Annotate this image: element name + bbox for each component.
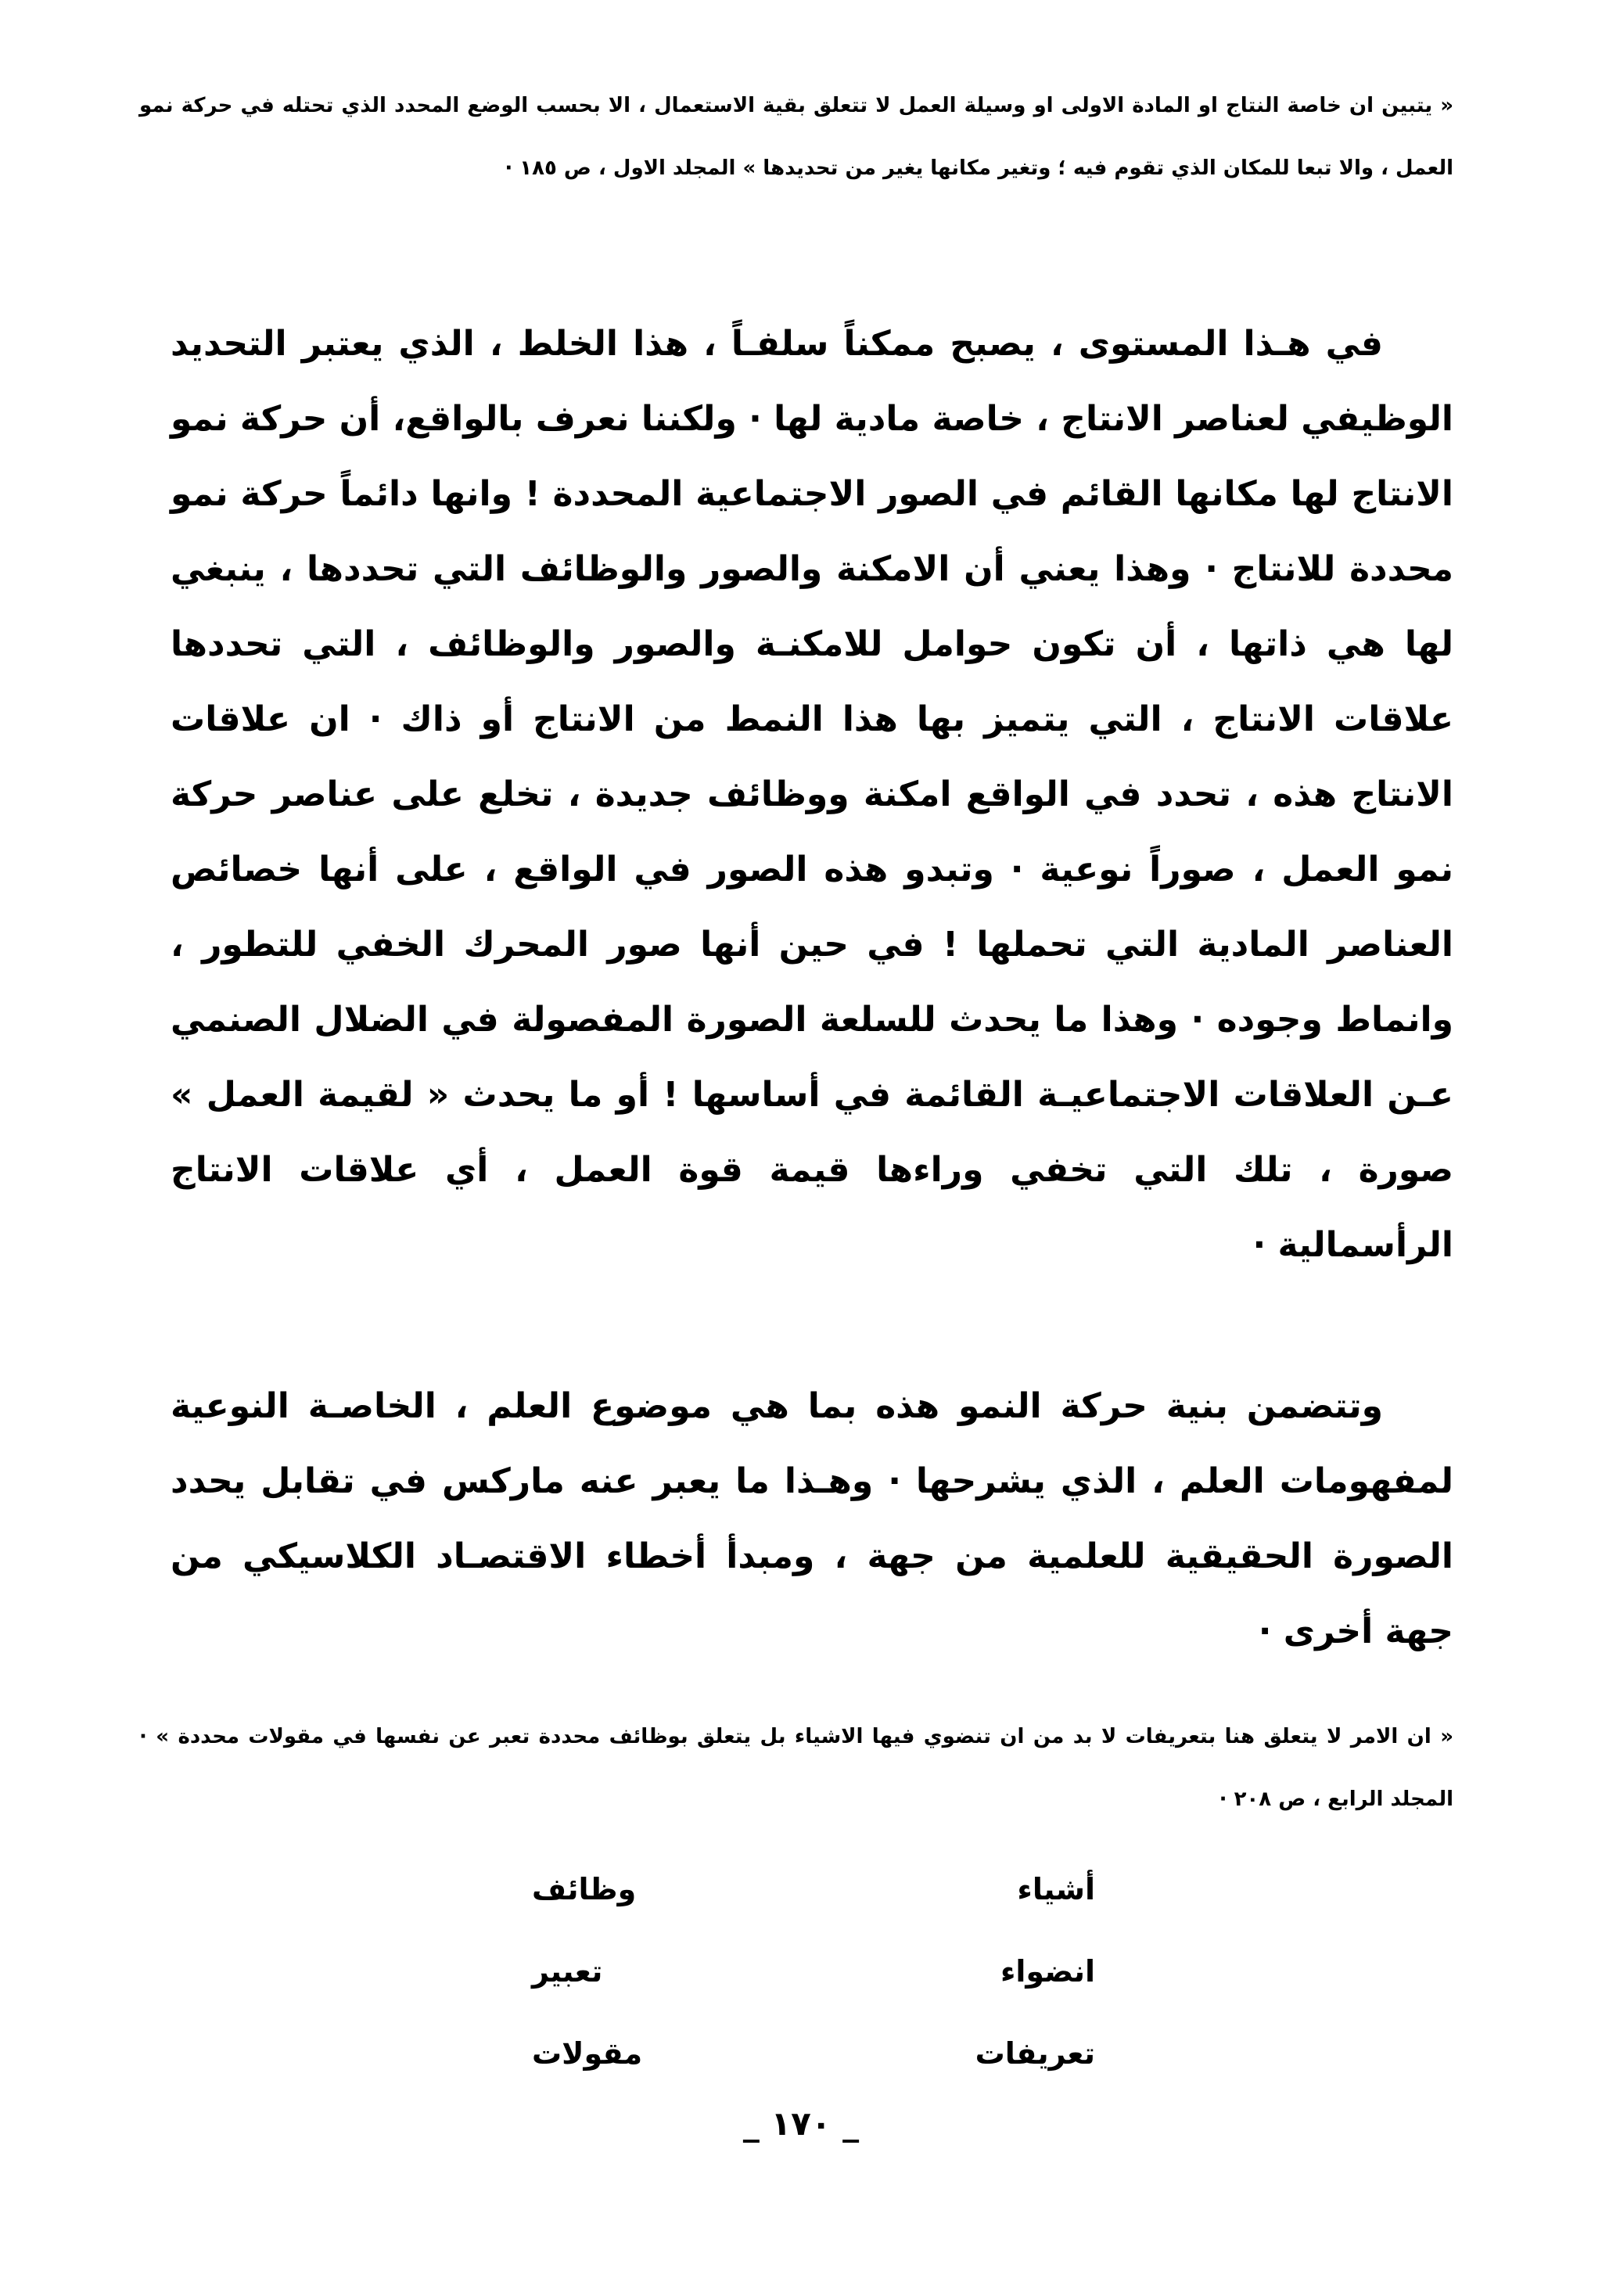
body-paragraph-2: وتتضمن بنية حركة النمو هذه بما هي موضوع العلم ، الخاصـة النوعية لمفهومات العلم ، الذي يشرحها · وهـذا ما يعبر عنه ماركس في تقابل يحدد الصورة الحقيقية للعلمية من جهة ، ومبدأ أخطاء الاقتصـاد الكلاسيكي من جهة أخرى · <box>171 1386 1453 1651</box>
term-left: تعبير <box>532 1954 603 1989</box>
footnote-quote-top: « يتبين ان خاصة النتاج او المادة الاولى او وسيلة العمل لا تتعلق بقية الاستعمال ، الا بحسب الوضع المحدد الذي تحتله في حركة نمو العمل ، والا تبعا للمكان الذي تقوم فيه ؛ وتغير مكانها يغير من تحديدها » المجلد الاول ، ص ١٨٥ · <box>139 94 1453 180</box>
body-paragraph-1: في هـذا المستوى ، يصبح ممكناً سلفـاً ، هذا الخلط ، الذي يعتبر التحديد الوظيفي لعناصر الانتاج ، خاصة مادية لها · ولكننا نعرف بالواقع، أن حركة نمو الانتاج لها مكانها القائم في الصور الاجتماعية المحددة ! وانها دائماً حركة نمو محددة للانتاج · وهذا يعني أن الامكنة والصور والوظائف التي تحددها ، ينبغي لها هي ذاتها ، أن تكون حوامل للامكنـة والصور والوظائف ، التي تحددها علاقات الانتاج ، التي يتميز بها هذا النمط من الانتاج أو ذاك · ان علاقات الانتاج هذه ، تحدد في الواقع امكنة ووظائف جديدة ، تخلع على عناصر حركة نمو العمل ، صوراً نوعية · وتبدو هذه الصور في الواقع ، على أنها خصائص العناصر المادية التي تحملها ! في حين أنها صور المحرك الخفي للتطور ، وانماط وجوده · وهذا ما يحدث للسلعة الصورة المفصولة في الضلال الصنمي عـن العلاقات الاجتماعيـة القائمة في أساسها ! أو ما يحدث « لقيمة العمل » صورة ، تلك التي تخفي وراءها قيمة قوة العمل ، أي علاقات الانتاج الرأسمالية · <box>171 324 1453 1265</box>
term-left: وظائف <box>532 1872 637 1906</box>
term-right: انضواء <box>1000 1954 1095 1989</box>
term-right: أشياء <box>1017 1872 1095 1906</box>
terms-row <box>532 2022 1095 2104</box>
terms-table <box>532 1858 1095 2108</box>
term-left: مقولات <box>532 2036 643 2071</box>
term-right: تعريفات <box>975 2036 1095 2071</box>
terms-row <box>532 1858 1095 1940</box>
terms-row <box>532 1940 1095 2022</box>
page-number: _ ١٧٠ _ <box>742 2104 860 2143</box>
footnote-quote-bottom: « ان الامر لا يتعلق هنا بتعريفات لا بد من ان تنضوي فيها الاشياء بل يتعلق بوظائف محددة تعبر عن نفسها في مقولات محددة » · المجلد الرابع ، ص ٢٠٨ · <box>139 1725 1453 1811</box>
